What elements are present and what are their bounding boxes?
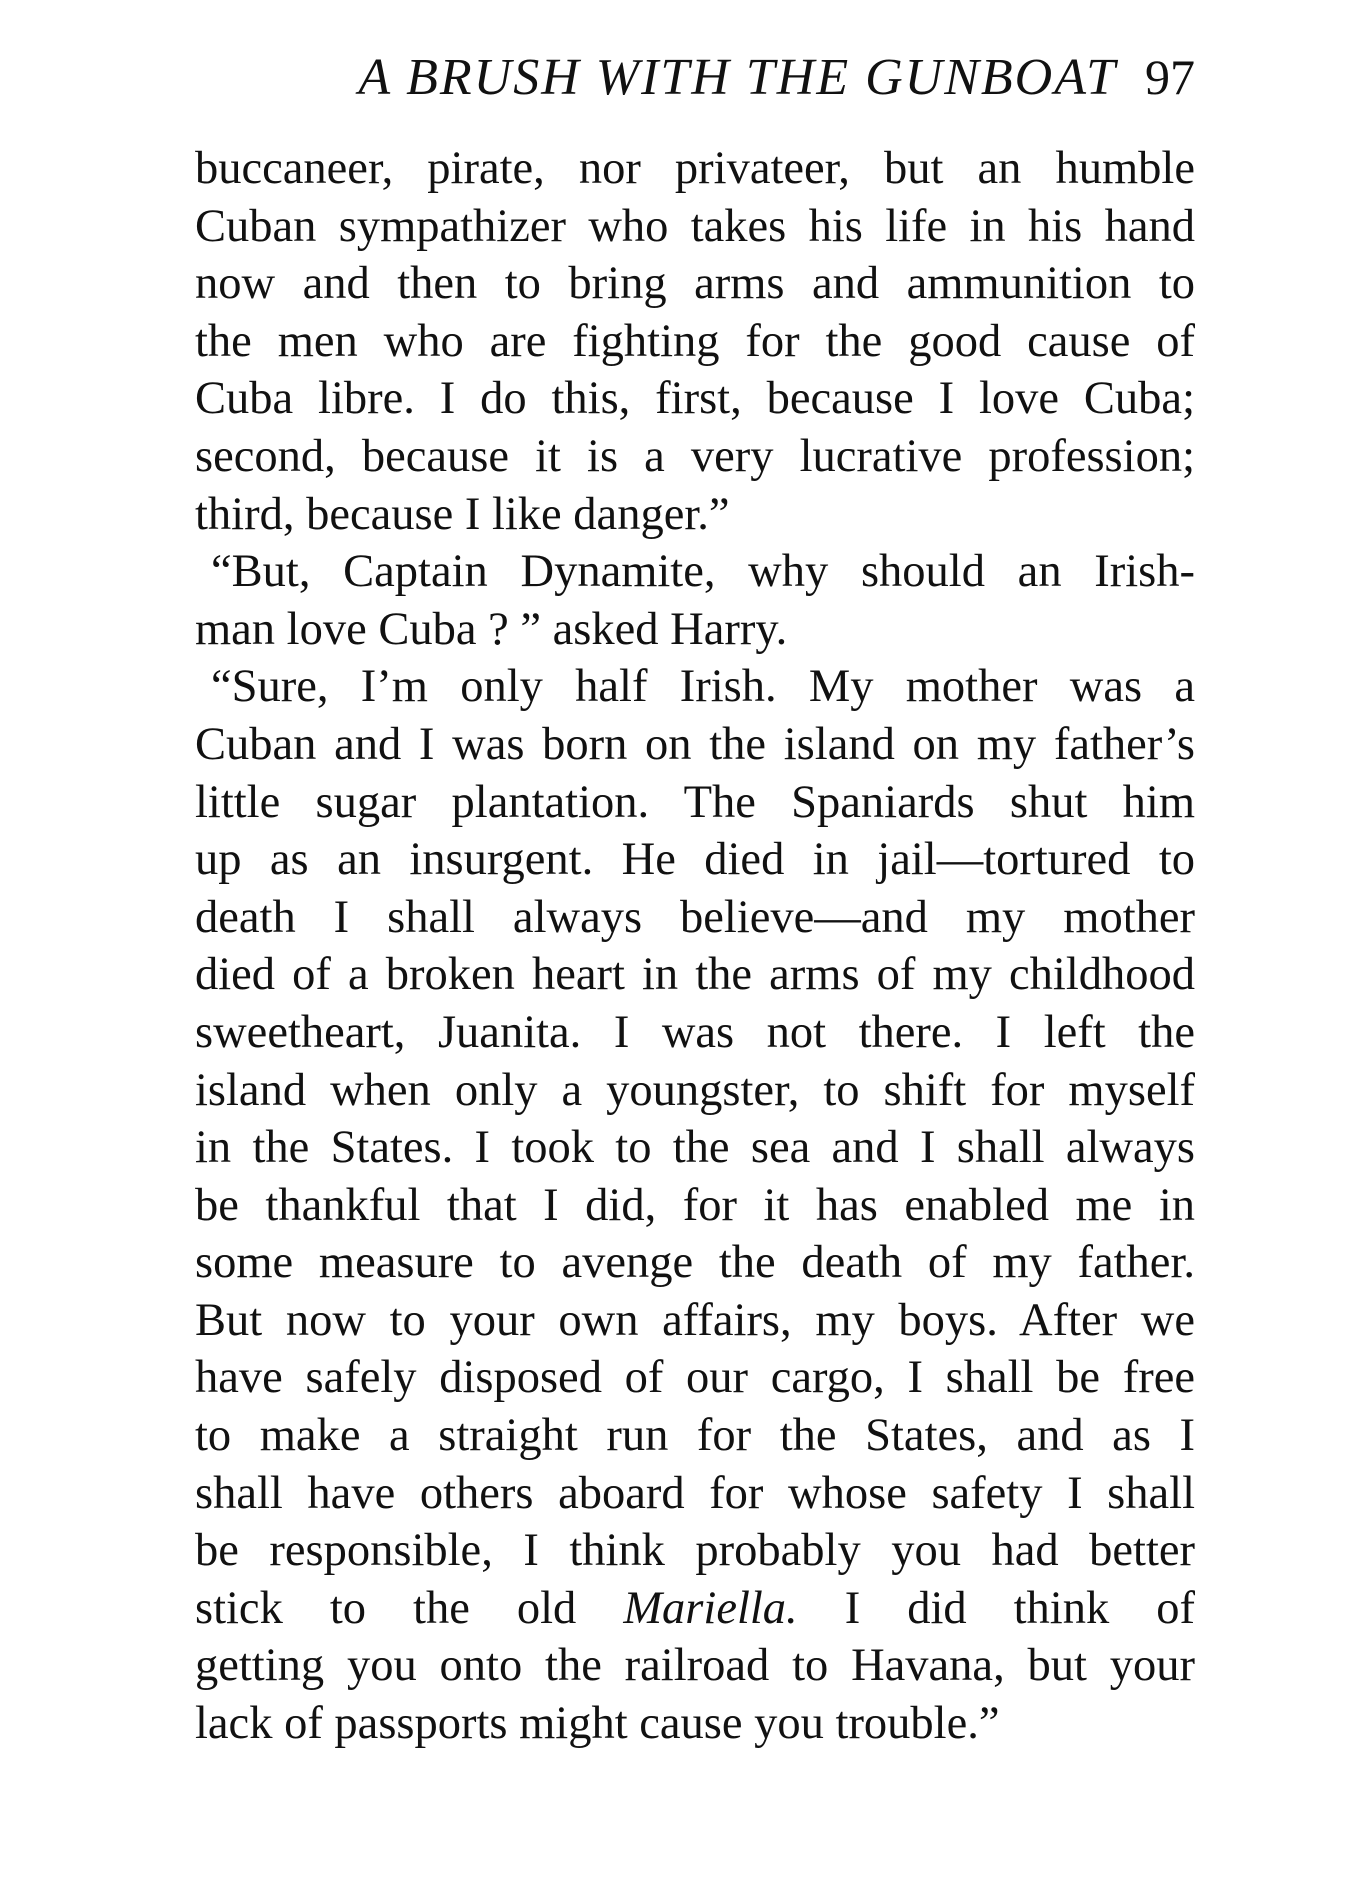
text-line: be thankful that I did, for it has enabled me in	[195, 1179, 1195, 1231]
text-line: some measure to avenge the death of my father.	[195, 1237, 1195, 1289]
text-line: up as an insurgent. He died in jail—tortured to	[195, 834, 1195, 886]
text-line: have safely disposed of our cargo, I shall be free	[195, 1352, 1195, 1404]
text-line: second, because it is a very lucrative profession;	[195, 430, 1195, 482]
text-line: now and then to bring arms and ammunition to	[195, 258, 1195, 310]
running-head	[195, 48, 1195, 118]
page-number: 97	[1145, 49, 1195, 105]
text-line: lack of passports might cause you trouble.”	[195, 1698, 1000, 1750]
text-line-mixed	[195, 1580, 1195, 1638]
text-line: died of a broken heart in the arms of my childhood	[195, 949, 1195, 1001]
text-line: getting you onto the railroad to Havana, but your	[195, 1640, 1195, 1692]
text-line: shall have others aboard for whose safety I shall	[195, 1467, 1195, 1519]
text-line: Cuba libre. I do this, first, because I love Cuba;	[195, 373, 1195, 425]
text-line: third, because I like danger.”	[195, 488, 730, 540]
text-line: “Sure, I’m only half Irish. My mother was a	[211, 661, 1195, 713]
text-line: be responsible, I think probably you had better	[195, 1525, 1195, 1577]
text-line: island when only a youngster, to shift for myself	[195, 1064, 1195, 1116]
text-line: “But, Captain Dynamite, why should an Irish-	[211, 546, 1195, 598]
text-line: Cuban and I was born on the island on my father’s	[195, 718, 1195, 770]
text-line: sweetheart, Juanita. I was not there. I left the	[195, 1006, 1195, 1058]
text-line: buccaneer, pirate, nor privateer, but an humble	[195, 143, 1195, 194]
text-line: to make a straight run for the States, and as I	[195, 1410, 1195, 1462]
text-line: man love Cuba ? ” asked Harry.	[195, 603, 788, 655]
text-line: the men who are fighting for the good cause of	[195, 315, 1195, 367]
text-line: But now to your own affairs, my boys. After we	[195, 1294, 1195, 1346]
text-segment: I did think of	[797, 1582, 1195, 1634]
text-line: little sugar plantation. The Spaniards shut him	[195, 776, 1195, 828]
text-segment: stick to the old	[195, 1582, 624, 1634]
running-title: A BRUSH WITH THE GUNBOAT	[358, 49, 1117, 106]
text-line: death I shall always believe—and my mother	[195, 891, 1195, 943]
text-line: in the States. I took to the sea and I shall always	[195, 1122, 1195, 1174]
body-text	[195, 140, 1195, 1753]
ship-name-italic: Mariella.	[623, 1582, 798, 1634]
text-line: Cuban sympathizer who takes his life in his hand	[195, 200, 1195, 252]
